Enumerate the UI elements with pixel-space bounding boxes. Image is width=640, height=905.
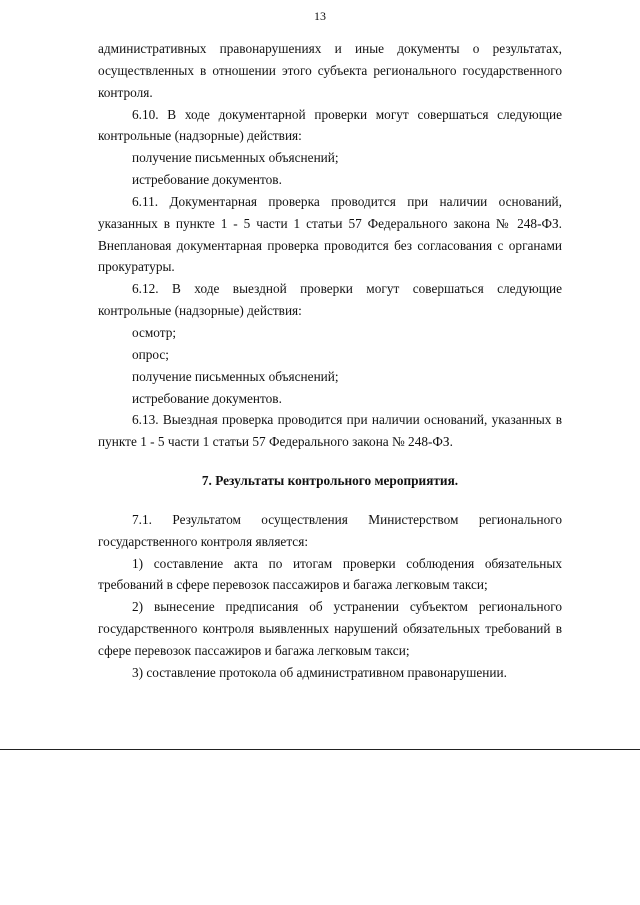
list-item: осмотр; (132, 324, 177, 340)
paragraph-7-1: 7.1. Результатом осуществления Министерством регионального государственного контроля является: (98, 511, 562, 549)
result-item-2: 2) вынесение предписания об устранении субъектом регионального государственного контроля выявленных нарушений обязательных требований в сфере перевозок пассажиров и багажа легковым такси; (98, 599, 562, 658)
page-separator-line (0, 749, 640, 750)
page-number: 13 (314, 9, 326, 23)
section-spacer (98, 453, 562, 470)
paragraph-6-12: 6.12. В ходе выездной проверки могут совершаться следующие контрольные (надзорные) действия: (98, 281, 562, 319)
document-body (98, 38, 562, 684)
list-item: получение письменных объяснений; (132, 150, 339, 166)
section-heading: 7. Результаты контрольного мероприятия. (201, 473, 459, 489)
list-item: истребование документов. (132, 390, 282, 406)
paragraph-continuation: административных правонарушениях и иные документы о результатах, осуществленных в отношении этого субъекта регионального государственного контроля. (98, 41, 562, 100)
paragraph-6-13: 6.13. Выездная проверка проводится при наличии оснований, указанных в пункте 1 - 5 части 1 статьи 57 Федерального закона № 248-ФЗ. (98, 412, 562, 450)
result-item-3: 3) составление протокола об административном правонарушении. (132, 664, 507, 680)
list-item: получение письменных объяснений; (132, 368, 339, 384)
list-item: опрос; (132, 346, 169, 362)
paragraph-6-11: 6.11. Документарная проверка проводится при наличии оснований, указанных в пункте 1 - 5 части 1 статьи 57 Федерального закона № 248-ФЗ. Внеплановая документарная проверка проводится без согласования с органами прокуратуры. (98, 193, 562, 275)
paragraph-6-10: 6.10. В ходе документарной проверки могут совершаться следующие контрольные (надзорные) действия: (98, 106, 562, 144)
result-item-1: 1) составление акта по итогам проверки соблюдения обязательных требований в сфере перевозок пассажиров и багажа легковым такси; (98, 555, 562, 593)
list-item: истребование документов. (132, 172, 282, 188)
